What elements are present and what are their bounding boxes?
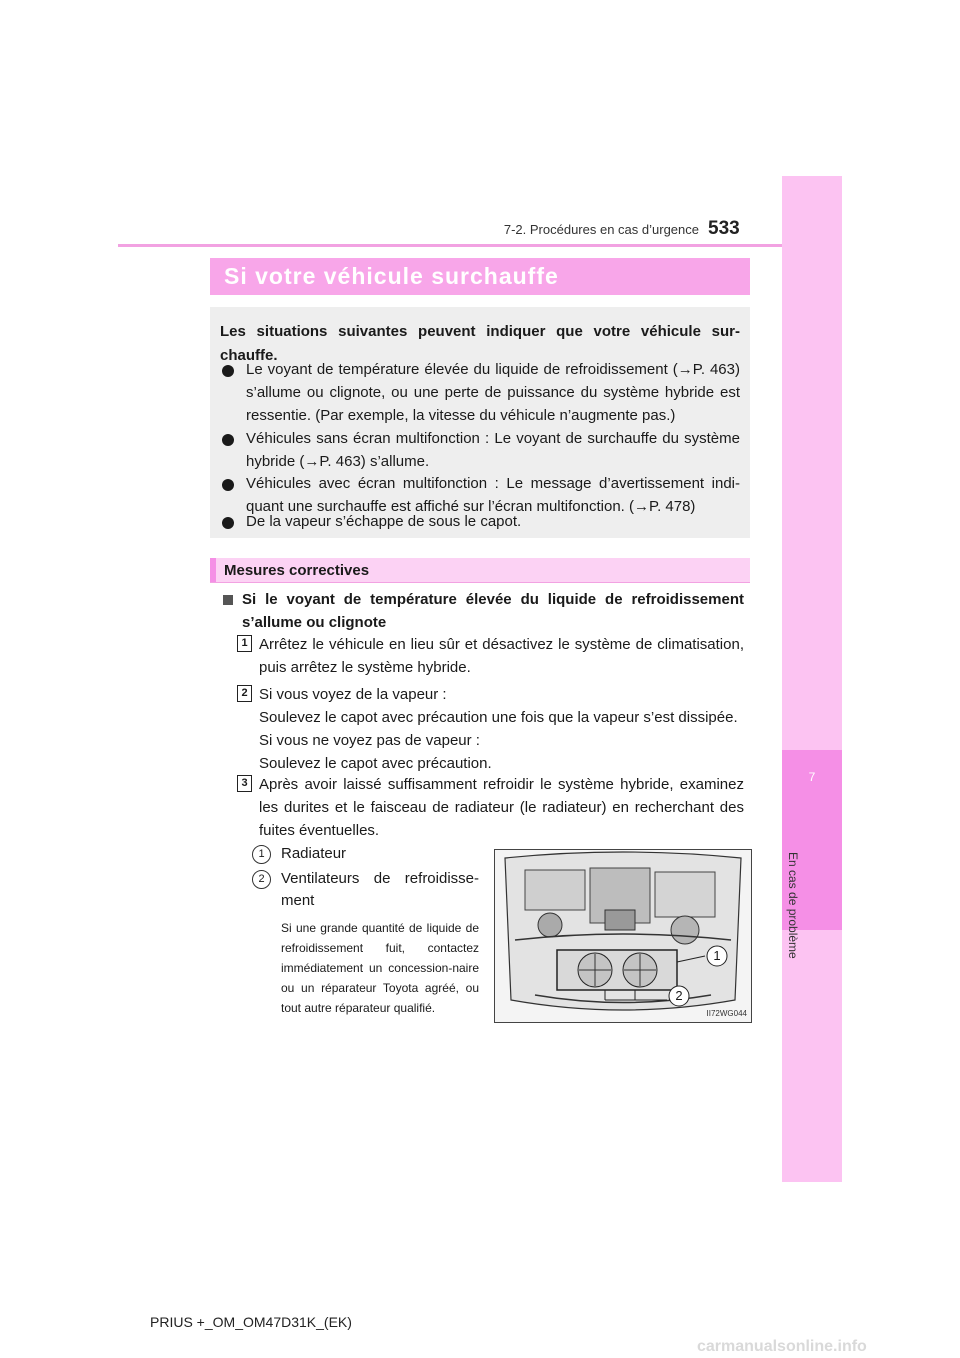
engine-bay-illustration: [495, 850, 751, 1022]
bullet-icon: [222, 517, 234, 529]
legend-line: Ventilateurs de refroidisse-: [281, 870, 479, 887]
bullet-line: hybride (→P. 463) s’allume.: [246, 453, 430, 470]
subsection-title: Mesures correctives: [224, 562, 370, 579]
bullet-line: Véhicules avec écran multifonction : Le message d’avertissement indi-: [246, 475, 740, 492]
condition-heading-line: s’allume ou clignote: [242, 614, 387, 631]
bullet-icon: [222, 365, 234, 377]
square-bullet-icon: [223, 595, 233, 605]
intro-bullet: [246, 510, 740, 533]
figure-code: II72WG044: [706, 1009, 747, 1018]
bullet-line: quant une surchauffe est affiché sur l’écran multifonction. (→P. 478): [246, 498, 696, 515]
step-line: Si vous ne voyez pas de vapeur :: [259, 732, 480, 749]
intro-heading-line: Les situations suivantes peuvent indiquer que votre véhicule sur-: [220, 323, 740, 340]
step-text: [259, 683, 744, 729]
step-line: Après avoir laissé suffisamment refroidir le système hybride, examinez: [259, 776, 744, 793]
section-title: 7-2. Procédures en cas d’urgence: [503, 222, 699, 237]
figure-callout-2: 2: [675, 988, 683, 1003]
bullet-line: ressentie. (Par exemple, la vitesse du véhicule n’augmente pas.): [246, 407, 676, 424]
intro-bullet: [246, 427, 740, 473]
page-title: Si votre véhicule surchauffe: [224, 263, 559, 289]
site-watermark: carmanualsonline.info: [697, 1338, 867, 1355]
bullet-line: Le voyant de température élevée du liquide de refroidissement (→P. 463): [246, 361, 740, 378]
chapter-number: 7: [808, 770, 816, 784]
legend-callout: 1: [252, 845, 271, 864]
engine-bay-figure: [494, 849, 752, 1023]
step-number-badge: 3: [237, 775, 252, 792]
chapter-label: En cas de problème: [786, 852, 800, 959]
legend-callout: 2: [252, 870, 271, 889]
subsection-accent: [210, 558, 216, 582]
intro-heading-line: chauffe.: [220, 347, 278, 364]
figure-callout-1: 1: [713, 948, 721, 963]
bullet-line: De la vapeur s’échappe de sous le capot.: [246, 513, 522, 530]
legend-label: [281, 868, 479, 912]
step-line: Soulevez le capot avec précaution.: [259, 755, 492, 772]
header-divider: [118, 244, 782, 247]
condition-heading-line: Si le voyant de température élevée du liquide de refroidissement: [242, 591, 744, 608]
step-line: puis arrêtez le système hybride.: [259, 659, 471, 676]
step-line: fuites éventuelles.: [259, 822, 380, 839]
step-text: [259, 633, 744, 679]
page-title-bar: [210, 258, 750, 295]
step-line: Soulevez le capot avec précaution une fois que la vapeur s’est dissipée.: [259, 709, 738, 726]
step-text: [259, 773, 744, 842]
page-number: 533: [708, 218, 740, 239]
legend-line: ment: [281, 892, 315, 909]
note-text: Si une grande quantité de liquide de refroidissement fuit, contactez immédiatement un concession-naire ou un réparateur Toyota agréé, ou tout autre réparateur qualifié.: [281, 921, 479, 1015]
condition-heading: [242, 588, 744, 634]
step-number-badge: 2: [237, 685, 252, 702]
intro-bullet: [246, 358, 740, 427]
bullet-icon: [222, 434, 234, 446]
document-footer: PRIUS +_OM_OM47D31K_(EK): [150, 1314, 352, 1330]
bullet-line: Véhicules sans écran multifonction : Le voyant de surchauffe du système: [246, 430, 740, 447]
step-line: Si vous voyez de la vapeur :: [259, 686, 447, 703]
legend-label: Radiateur: [281, 845, 347, 862]
bullet-icon: [222, 479, 234, 491]
step-line: les durites et le faisceau de radiateur (le radiateur) en recherchant des: [259, 799, 744, 816]
chapter-side-tab: [782, 176, 842, 1182]
step-text-extra: [259, 729, 744, 775]
step-number-badge: 1: [237, 635, 252, 652]
bullet-line: s’allume ou clignote, ou une perte de puissance du système hybride est: [246, 384, 740, 401]
step-line: Arrêtez le véhicule en lieu sûr et désactivez le système de climatisation,: [259, 636, 744, 653]
